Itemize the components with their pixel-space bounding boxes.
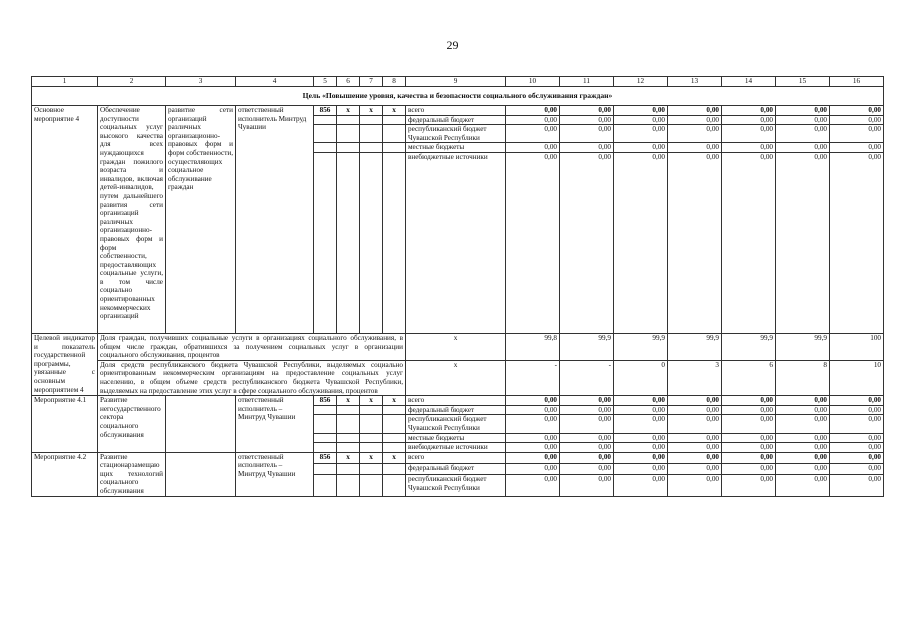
amount: 0,00 xyxy=(614,115,668,125)
amount: 0,00 xyxy=(614,396,668,406)
amount: 0,00 xyxy=(506,143,560,153)
source-label: федеральный бюджет xyxy=(406,463,506,474)
amount: 0,00 xyxy=(506,152,560,333)
activity-name: Мероприятие 4.2 xyxy=(32,452,98,496)
code-x: x xyxy=(360,106,383,116)
goal-title: Цель «Повышение уровня, качества и безопасности социального обслуживания граждан» xyxy=(32,87,884,106)
amount: 0,00 xyxy=(668,115,722,125)
source-label: республиканский бюджет Чувашской Республики xyxy=(406,125,506,143)
indicator-value: 6 xyxy=(722,360,776,395)
indicator-x: x xyxy=(406,360,506,395)
table-row xyxy=(32,106,884,116)
source-label: республиканский бюджет Чувашской Республики xyxy=(406,415,506,433)
indicator-row xyxy=(32,360,884,395)
amount: 0,00 xyxy=(506,452,560,463)
amount: 0,00 xyxy=(722,125,776,143)
amount: 0,00 xyxy=(614,405,668,415)
amount: 0,00 xyxy=(776,396,830,406)
amount: 0,00 xyxy=(506,125,560,143)
col-number: 8 xyxy=(383,77,406,87)
activity-description: Развитие негосударственного сектора социального обслуживания xyxy=(98,396,166,453)
amount: 0,00 xyxy=(830,396,884,406)
amount: 0,00 xyxy=(830,405,884,415)
col-number: 2 xyxy=(98,77,166,87)
amount: 0,00 xyxy=(614,433,668,443)
activity-executor: ответственный исполнитель – Минтруд Чувашии xyxy=(236,452,314,496)
amount: 0,00 xyxy=(560,475,614,496)
indicator-value: 99,9 xyxy=(668,333,722,360)
amount: 0,00 xyxy=(668,143,722,153)
col-number: 7 xyxy=(360,77,383,87)
indicator-value: 99,9 xyxy=(560,333,614,360)
amount: 0,00 xyxy=(776,415,830,433)
amount: 0,00 xyxy=(668,443,722,453)
col-number: 13 xyxy=(668,77,722,87)
amount: 0,00 xyxy=(830,463,884,474)
amount: 0,00 xyxy=(830,475,884,496)
amount: 0,00 xyxy=(668,415,722,433)
page-number: 29 xyxy=(446,38,459,52)
amount: 0,00 xyxy=(722,143,776,153)
amount: 0,00 xyxy=(776,152,830,333)
amount: 0,00 xyxy=(560,463,614,474)
amount: 0,00 xyxy=(776,452,830,463)
activity-executor: ответственный исполнитель Минтруд Чувашии xyxy=(236,106,314,334)
col-number: 16 xyxy=(830,77,884,87)
activity-description: Обеспечение доступности социальных услуг высокого качества для всех нуждающихся граждан пожилого возраста и инвалидов, включая детей-инвалидов, путем дальнейшего развития сети организаций различных организационно-правовых форм и форм собственности, предоставляющих социальные услуги, в том числе социально ориентированных некоммерческих организаций xyxy=(98,106,166,334)
code-x: x xyxy=(383,452,406,463)
amount: 0,00 xyxy=(722,106,776,116)
amount: 0,00 xyxy=(830,125,884,143)
amount: 0,00 xyxy=(506,115,560,125)
activity-task xyxy=(166,396,236,453)
indicator-value: 99,9 xyxy=(614,333,668,360)
amount: 0,00 xyxy=(776,475,830,496)
amount: 0,00 xyxy=(506,433,560,443)
amount: 0,00 xyxy=(668,405,722,415)
source-label: внебюджетные источники xyxy=(406,443,506,453)
amount: 0,00 xyxy=(722,475,776,496)
amount: 0,00 xyxy=(830,452,884,463)
amount: 0,00 xyxy=(830,106,884,116)
col-number: 5 xyxy=(314,77,337,87)
amount: 0,00 xyxy=(614,152,668,333)
col-number: 9 xyxy=(406,77,506,87)
amount: 0,00 xyxy=(614,463,668,474)
amount: 0,00 xyxy=(614,143,668,153)
code-x: x xyxy=(360,452,383,463)
amount: 0,00 xyxy=(776,106,830,116)
col-number: 10 xyxy=(506,77,560,87)
indicator-label: Целевой индикатор и показатель государственной программы, увязанные с основным мероприятием 4 xyxy=(32,333,98,395)
amount: 0,00 xyxy=(560,405,614,415)
budget-code: 856 xyxy=(314,396,337,406)
activity-task xyxy=(166,452,236,496)
amount: 0,00 xyxy=(506,475,560,496)
amount: 0,00 xyxy=(506,405,560,415)
indicator-value: 100 xyxy=(830,333,884,360)
amount: 0,00 xyxy=(776,143,830,153)
indicator-value: 99,9 xyxy=(776,333,830,360)
amount: 0,00 xyxy=(668,475,722,496)
source-label: местные бюджеты xyxy=(406,143,506,153)
amount: 0,00 xyxy=(830,143,884,153)
source-label: федеральный бюджет xyxy=(406,405,506,415)
code-x: x xyxy=(383,106,406,116)
amount: 0,00 xyxy=(722,405,776,415)
amount: 0,00 xyxy=(560,125,614,143)
amount: 0,00 xyxy=(506,463,560,474)
amount: 0,00 xyxy=(506,396,560,406)
col-number: 12 xyxy=(614,77,668,87)
source-label: республиканский бюджет Чувашской Республики xyxy=(406,475,506,496)
amount: 0,00 xyxy=(830,443,884,453)
indicator-row xyxy=(32,333,884,360)
table-row xyxy=(32,452,884,463)
amount: 0,00 xyxy=(668,463,722,474)
amount: 0,00 xyxy=(722,433,776,443)
amount: 0,00 xyxy=(614,475,668,496)
column-number-row xyxy=(32,77,884,87)
col-number: 14 xyxy=(722,77,776,87)
amount: 0,00 xyxy=(776,405,830,415)
amount: 0,00 xyxy=(560,433,614,443)
amount: 0,00 xyxy=(722,115,776,125)
amount: 0,00 xyxy=(722,415,776,433)
amount: 0,00 xyxy=(830,433,884,443)
amount: 0,00 xyxy=(830,415,884,433)
activity-task: развитие сети организаций различных организационно-правовых форм и форм собственности, осуществляющих социальное обслуживание граждан xyxy=(166,106,236,334)
amount: 0,00 xyxy=(560,152,614,333)
amount: 0,00 xyxy=(830,152,884,333)
amount: 0,00 xyxy=(668,152,722,333)
source-label: федеральный бюджет xyxy=(406,115,506,125)
col-number: 11 xyxy=(560,77,614,87)
budget-code: 856 xyxy=(314,452,337,463)
amount: 0,00 xyxy=(614,125,668,143)
amount: 0,00 xyxy=(776,433,830,443)
code-x: x xyxy=(337,106,360,116)
amount: 0,00 xyxy=(668,106,722,116)
code-x: x xyxy=(337,452,360,463)
col-number: 6 xyxy=(337,77,360,87)
indicator-x: x xyxy=(406,333,506,360)
indicator-value: 10 xyxy=(830,360,884,395)
amount: 0,00 xyxy=(560,443,614,453)
source-label: местные бюджеты xyxy=(406,433,506,443)
indicator-value: 99,8 xyxy=(506,333,560,360)
table-row xyxy=(32,396,884,406)
amount: 0,00 xyxy=(668,452,722,463)
activity-name: Мероприятие 4.1 xyxy=(32,396,98,453)
amount: 0,00 xyxy=(776,125,830,143)
amount: 0,00 xyxy=(776,443,830,453)
amount: 0,00 xyxy=(722,452,776,463)
amount: 0,00 xyxy=(776,463,830,474)
activity-description: Развитие стационарзамещающих технологий социального обслуживания xyxy=(98,452,166,496)
indicator-text: Доля средств республиканского бюджета Чувашской Республики, выделяемых социально ориентированным некоммерческим организациям на предоставление социальных услуг населению, в общем объеме средств республиканского бюджета Чувашской Республики, выделяемых на предоставление этих услуг в сфере социального обслуживания, процентов xyxy=(98,360,406,395)
amount: 0,00 xyxy=(506,415,560,433)
budget-code: 856 xyxy=(314,106,337,116)
code-x: x xyxy=(337,396,360,406)
amount: 0,00 xyxy=(614,106,668,116)
indicator-text: Доля граждан, получивших социальные услуги в организациях социального обслуживания, в общем числе граждан, обратившихся за получением социальных услуг в организации социального обслуживания, процентов xyxy=(98,333,406,360)
indicator-value: - xyxy=(506,360,560,395)
source-label: всего xyxy=(406,396,506,406)
amount: 0,00 xyxy=(560,396,614,406)
source-label: всего xyxy=(406,452,506,463)
source-label: всего xyxy=(406,106,506,116)
activity-executor: ответственный исполнитель – Минтруд Чувашии xyxy=(236,396,314,453)
amount: 0,00 xyxy=(506,106,560,116)
code-x: x xyxy=(383,396,406,406)
program-table xyxy=(31,76,884,497)
amount: 0,00 xyxy=(722,443,776,453)
indicator-value: 99,9 xyxy=(722,333,776,360)
indicator-value: 8 xyxy=(776,360,830,395)
goal-row xyxy=(32,87,884,106)
col-number: 15 xyxy=(776,77,830,87)
amount: 0,00 xyxy=(560,143,614,153)
indicator-value: - xyxy=(560,360,614,395)
indicator-value: 3 xyxy=(668,360,722,395)
amount: 0,00 xyxy=(668,125,722,143)
amount: 0,00 xyxy=(722,463,776,474)
col-number: 1 xyxy=(32,77,98,87)
amount: 0,00 xyxy=(722,396,776,406)
amount: 0,00 xyxy=(506,443,560,453)
source-label: внебюджетные источники xyxy=(406,152,506,333)
col-number: 3 xyxy=(166,77,236,87)
indicator-value: 0 xyxy=(614,360,668,395)
amount: 0,00 xyxy=(776,115,830,125)
amount: 0,00 xyxy=(614,452,668,463)
activity-name: Основное мероприятие 4 xyxy=(32,106,98,334)
amount: 0,00 xyxy=(560,452,614,463)
amount: 0,00 xyxy=(668,433,722,443)
code-x: x xyxy=(360,396,383,406)
amount: 0,00 xyxy=(830,115,884,125)
amount: 0,00 xyxy=(560,106,614,116)
amount: 0,00 xyxy=(722,152,776,333)
amount: 0,00 xyxy=(560,415,614,433)
amount: 0,00 xyxy=(614,443,668,453)
col-number: 4 xyxy=(236,77,314,87)
amount: 0,00 xyxy=(614,415,668,433)
amount: 0,00 xyxy=(560,115,614,125)
amount: 0,00 xyxy=(668,396,722,406)
